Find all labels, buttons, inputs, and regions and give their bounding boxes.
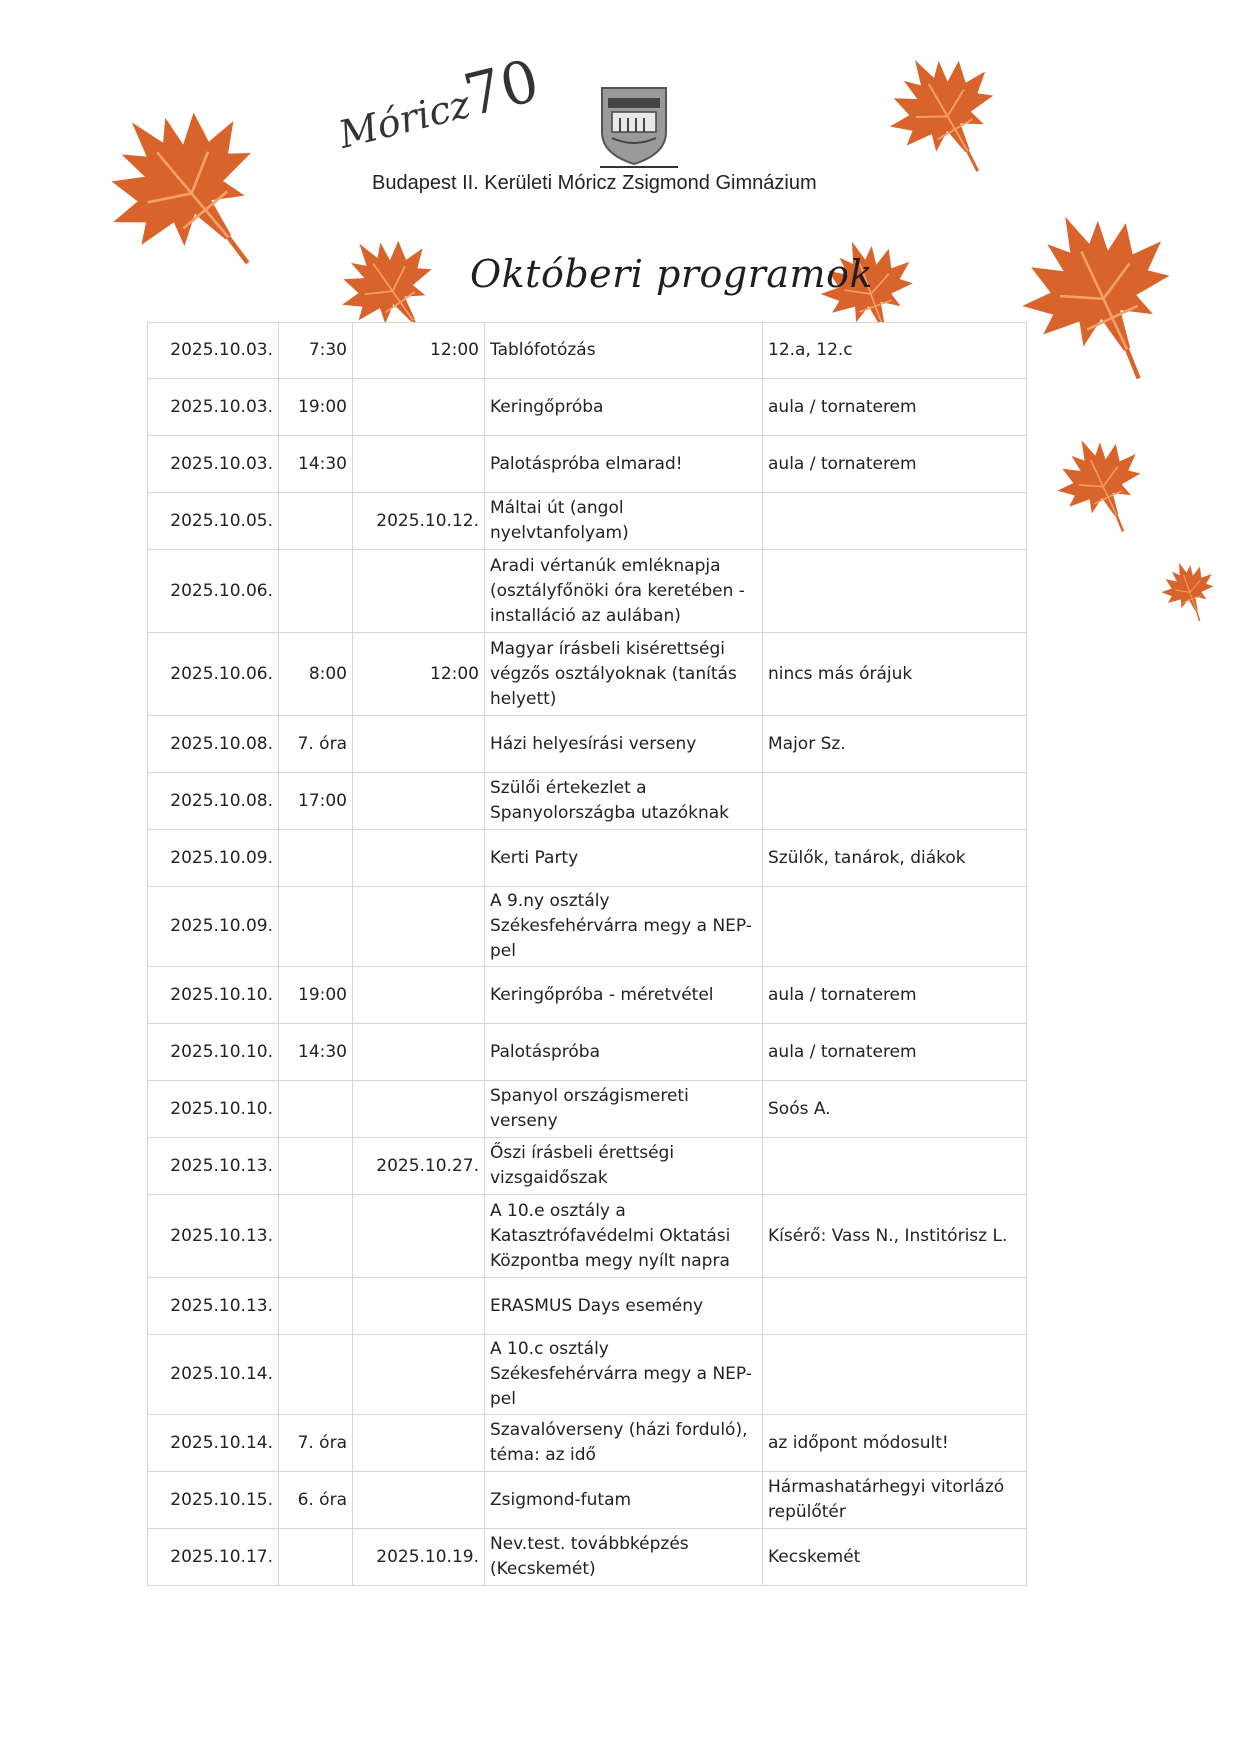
event-end — [353, 1472, 485, 1529]
event-end — [353, 830, 485, 887]
table-row — [148, 1081, 1027, 1138]
crest-divider — [600, 166, 678, 168]
table-row — [148, 1195, 1027, 1278]
event-start — [279, 1335, 353, 1415]
event-start: 6. óra — [279, 1472, 353, 1529]
table-row — [148, 967, 1027, 1024]
event-title: Magyar írásbeli kisérettségi végzős osztályoknak (tanítás helyett) — [485, 633, 763, 716]
event-start: 17:00 — [279, 773, 353, 830]
maple-leaf-icon — [854, 19, 1037, 205]
table-row — [148, 1415, 1027, 1472]
event-start: 7. óra — [279, 716, 353, 773]
event-note: 12.a, 12.c — [763, 323, 1027, 379]
event-end — [353, 1415, 485, 1472]
event-date: 2025.10.09. — [148, 830, 279, 887]
event-date: 2025.10.15. — [148, 1472, 279, 1529]
event-note — [763, 493, 1027, 550]
event-note: nincs más órájuk — [763, 633, 1027, 716]
maple-leaf-icon — [50, 50, 324, 325]
event-note: Major Sz. — [763, 716, 1027, 773]
event-title: Keringőpróba — [485, 379, 763, 436]
event-start — [279, 887, 353, 967]
maple-leaf-icon — [1026, 409, 1177, 557]
event-title: Nev.test. továbbképzés (Kecskemét) — [485, 1529, 763, 1586]
event-date: 2025.10.09. — [148, 887, 279, 967]
event-start: 8:00 — [279, 633, 353, 716]
logo-text: Móricz — [334, 81, 475, 157]
event-end: 2025.10.19. — [353, 1529, 485, 1586]
event-end — [353, 967, 485, 1024]
table-row — [148, 887, 1027, 967]
event-end — [353, 1081, 485, 1138]
event-end — [353, 716, 485, 773]
event-date: 2025.10.03. — [148, 436, 279, 493]
event-end: 2025.10.27. — [353, 1138, 485, 1195]
event-end — [353, 1024, 485, 1081]
event-date: 2025.10.03. — [148, 323, 279, 379]
event-start — [279, 1278, 353, 1335]
table-row — [148, 716, 1027, 773]
event-start — [279, 830, 353, 887]
event-date: 2025.10.13. — [148, 1195, 279, 1278]
table-row — [148, 436, 1027, 493]
table-row — [148, 1138, 1027, 1195]
event-note — [763, 1335, 1027, 1415]
event-start: 19:00 — [279, 967, 353, 1024]
event-start: 14:30 — [279, 436, 353, 493]
maple-leaf-icon — [1144, 546, 1233, 634]
table-row — [148, 323, 1027, 379]
event-end: 12:00 — [353, 323, 485, 379]
event-end — [353, 550, 485, 633]
event-start — [279, 1081, 353, 1138]
table-row — [148, 773, 1027, 830]
event-date: 2025.10.06. — [148, 633, 279, 716]
event-note: Kísérő: Vass N., Institórisz L. — [763, 1195, 1027, 1278]
event-note — [763, 887, 1027, 967]
event-end — [353, 1335, 485, 1415]
school-crest-icon — [598, 84, 670, 170]
events-table — [147, 322, 1027, 1586]
event-note — [763, 1278, 1027, 1335]
event-date: 2025.10.10. — [148, 1081, 279, 1138]
event-end: 2025.10.12. — [353, 493, 485, 550]
event-title: Aradi vértanúk emléknapja (osztályfőnöki óra keretében - installáció az aulában) — [485, 550, 763, 633]
logo-number: 70 — [457, 46, 546, 131]
event-title: A 9.ny osztály Székesfehérvárra megy a NEP-pel — [485, 887, 763, 967]
event-date: 2025.10.13. — [148, 1138, 279, 1195]
event-end — [353, 773, 485, 830]
event-title: Palotáspróba — [485, 1024, 763, 1081]
event-note: Soós A. — [763, 1081, 1027, 1138]
event-date: 2025.10.14. — [148, 1415, 279, 1472]
event-start — [279, 550, 353, 633]
table-row — [148, 379, 1027, 436]
event-date: 2025.10.17. — [148, 1529, 279, 1586]
event-date: 2025.10.10. — [148, 967, 279, 1024]
table-row — [148, 1335, 1027, 1415]
event-note — [763, 773, 1027, 830]
event-end — [353, 1278, 485, 1335]
event-title: Tablófotózás — [485, 323, 763, 379]
event-title: A 10.e osztály a Katasztrófavédelmi Oktatási Központba megy nyílt napra — [485, 1195, 763, 1278]
page-header — [0, 0, 1240, 330]
event-note: Kecskemét — [763, 1529, 1027, 1586]
school-name: Budapest II. Kerületi Móricz Zsigmond Gimnázium — [372, 172, 817, 194]
event-date: 2025.10.08. — [148, 773, 279, 830]
moricz70-logo — [330, 46, 546, 162]
event-start — [279, 1195, 353, 1278]
event-date: 2025.10.06. — [148, 550, 279, 633]
event-end: 12:00 — [353, 633, 485, 716]
event-end — [353, 887, 485, 967]
event-note: aula / tornaterem — [763, 436, 1027, 493]
event-title: Szülői értekezlet a Spanyolországba utazóknak — [485, 773, 763, 830]
event-title: Házi helyesírási verseny — [485, 716, 763, 773]
table-row — [148, 830, 1027, 887]
table-row — [148, 1024, 1027, 1081]
event-title: Kerti Party — [485, 830, 763, 887]
table-row — [148, 633, 1027, 716]
event-note — [763, 550, 1027, 633]
page-title: Októberi programok — [470, 252, 873, 296]
event-title: A 10.c osztály Székesfehérvárra megy a NEP-pel — [485, 1335, 763, 1415]
event-note: aula / tornaterem — [763, 967, 1027, 1024]
event-start: 19:00 — [279, 379, 353, 436]
event-note: az időpont módosult! — [763, 1415, 1027, 1472]
event-end — [353, 436, 485, 493]
table-row — [148, 1472, 1027, 1529]
event-note: aula / tornaterem — [763, 379, 1027, 436]
event-date: 2025.10.08. — [148, 716, 279, 773]
event-title: ERASMUS Days esemény — [485, 1278, 763, 1335]
table-row — [148, 550, 1027, 633]
table-row — [148, 1529, 1027, 1586]
event-note: Hármashatárhegyi vitorlázó repülőtér — [763, 1472, 1027, 1529]
event-title: Szavalóverseny (házi forduló), téma: az idő — [485, 1415, 763, 1472]
event-end — [353, 1195, 485, 1278]
event-start — [279, 1138, 353, 1195]
event-note: aula / tornaterem — [763, 1024, 1027, 1081]
event-end — [353, 379, 485, 436]
event-start: 7. óra — [279, 1415, 353, 1472]
table-row — [148, 1278, 1027, 1335]
event-title: Spanyol országismereti verseny — [485, 1081, 763, 1138]
event-note: Szülők, tanárok, diákok — [763, 830, 1027, 887]
event-date: 2025.10.13. — [148, 1278, 279, 1335]
event-start: 7:30 — [279, 323, 353, 379]
event-date: 2025.10.10. — [148, 1024, 279, 1081]
event-title: Őszi írásbeli érettségi vizsgaidőszak — [485, 1138, 763, 1195]
event-title: Zsigmond-futam — [485, 1472, 763, 1529]
event-title: Máltai út (angol nyelvtanfolyam) — [485, 493, 763, 550]
event-start — [279, 1529, 353, 1586]
event-date: 2025.10.05. — [148, 493, 279, 550]
event-note — [763, 1138, 1027, 1195]
event-date: 2025.10.14. — [148, 1335, 279, 1415]
event-date: 2025.10.03. — [148, 379, 279, 436]
event-title: Palotáspróba elmarad! — [485, 436, 763, 493]
table-row — [148, 493, 1027, 550]
event-title: Keringőpróba - méretvétel — [485, 967, 763, 1024]
event-start — [279, 493, 353, 550]
event-start: 14:30 — [279, 1024, 353, 1081]
